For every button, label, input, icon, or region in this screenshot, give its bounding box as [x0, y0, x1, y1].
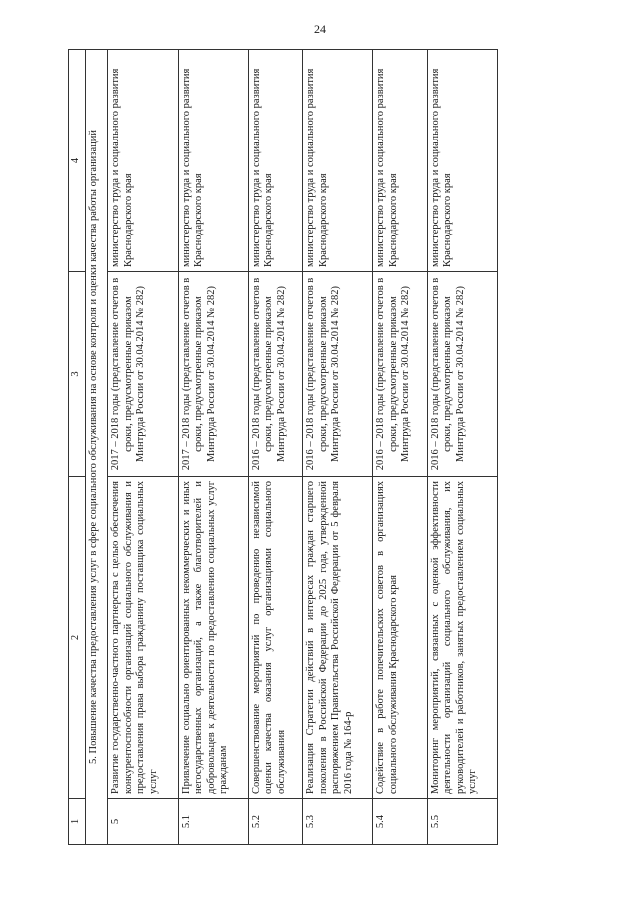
executor-text: министерство труда и социального развития Краснодарского края [303, 50, 373, 272]
term-text: 2016 – 2018 годы (представление отчетов в сроки, предусмотренные приказом Минтруда России от 30.04.2014 № 282) [303, 272, 373, 477]
row-number: 5.3 [303, 799, 373, 845]
table-row [373, 50, 427, 845]
measure-text: Реализация Стратегии действий в интересах граждан старшего поколения в Российской Федерации до 2025 года, утвержденной распоряжением Правительства Российской Федерации от 5 февраля 2016 года № 164-р [303, 477, 373, 799]
header-col-2: 2 [69, 477, 86, 799]
page-number: 24 [314, 22, 326, 36]
rotated-table-wrapper [68, 50, 498, 845]
term-text: 2016 – 2018 годы (представление отчетов в сроки, предусмотренные приказом Минтруда России от 30.04.2014 № 282) [373, 272, 427, 477]
measure-text: Мониторинг мероприятий, связанных с оценкой эффективности деятельности организаций социального обслуживания, их руководителей и работников, занятых предоставлением социальных услуг [427, 477, 497, 799]
measure-text: Содействие в работе попечительских советов в организациях социального обслуживания Краснодарского края [373, 477, 427, 799]
row-number: 5.4 [373, 799, 427, 845]
header-col-1: 1 [69, 799, 86, 845]
term-text: 2017 – 2018 годы (представление отчетов в сроки, предусмотренные приказом Минтруда России от 30.04.2014 № 282) [108, 272, 178, 477]
term-text: 2017 – 2018 годы (представление отчетов в сроки, предусмотренные приказом Минтруда России от 30.04.2014 № 282) [178, 272, 248, 477]
executor-text: министерство труда и социального развития Краснодарского края [178, 50, 248, 272]
table-row [108, 50, 178, 845]
term-text: 2016 – 2018 годы (представление отчетов в сроки, предусмотренные приказом Минтруда России от 30.04.2014 № 282) [248, 272, 302, 477]
measure-text: Совершенствование мероприятий по проведению независимой оценки качества оказания услуг организациями социального обслуживания [248, 477, 302, 799]
header-row [69, 50, 86, 845]
executor-text: министерство труда и социального развития Краснодарского края [108, 50, 178, 272]
header-col-3: 3 [69, 272, 86, 477]
table-row [427, 50, 497, 845]
table-row [303, 50, 373, 845]
executor-text: министерство труда и социального развития Краснодарского края [373, 50, 427, 272]
row-number: 5.2 [248, 799, 302, 845]
row-number: 5.1 [178, 799, 248, 845]
row-number: 5 [108, 799, 178, 845]
table-row [178, 50, 248, 845]
header-col-4: 4 [69, 50, 86, 272]
section-title: 5. Повышение качества предоставления услуг в сфере социального обслуживания на основе контроля и оценки качества работы организаций [86, 50, 108, 845]
measure-text: Развитие государственно-частного партнерства с целью обеспечения конкурентоспособности организаций социального обслуживания и предоставления права выбора гражданину поставщика социальных услуг [108, 477, 178, 799]
row-number: 5.5 [427, 799, 497, 845]
table-row [248, 50, 302, 845]
measure-text: Привлечение социально ориентированных некоммерческих и иных негосударственных организаций, а также благотворителей и добровольцев к деятельности по предоставлению социальных услуг гражданам [178, 477, 248, 799]
section-row [86, 50, 108, 845]
executor-text: министерство труда и социального развития Краснодарского края [427, 50, 497, 272]
term-text: 2016 – 2018 годы (представление отчетов в сроки, предусмотренные приказом Минтруда России от 30.04.2014 № 282) [427, 272, 497, 477]
measures-table [68, 49, 498, 845]
executor-text: министерство труда и социального развития Краснодарского края [248, 50, 302, 272]
